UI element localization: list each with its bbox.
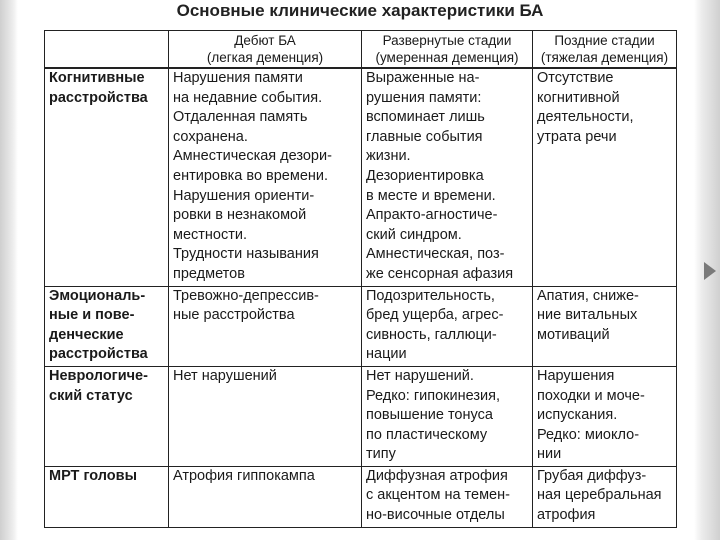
row-header-mri: МРТ головы (45, 466, 169, 527)
table-cell: Нет нарушений (169, 366, 362, 466)
table-cell: Грубая диффуз- ная церебральная атрофия (533, 466, 677, 527)
table-cell: Тревожно-депрессив- ные расстройства (169, 286, 362, 366)
left-frame-gradient (0, 0, 18, 540)
clinical-characteristics-table (44, 30, 677, 528)
column-header-debut: Дебют БА (легкая деменция) (169, 31, 362, 69)
row-header-cognitive: Когнитивные расстройства (45, 68, 169, 286)
table-row (45, 286, 677, 366)
table-row (45, 366, 677, 466)
table-cell: Нет нарушений. Редко: гипокинезия, повышение тонуса по пластическому типу (362, 366, 533, 466)
table-cell: Нарушения походки и моче- испускания. Редко: миокло- нии (533, 366, 677, 466)
row-header-neurological: Неврологиче- ский статус (45, 366, 169, 466)
table-cell: Отсутствие когнитивной деятельности, утрата речи (533, 68, 677, 286)
column-header-late: Поздние стадии (тяжелая деменция) (533, 31, 677, 69)
table-cell: Подозрительность, бред ущерба, агрес- сивность, галлюци- нации (362, 286, 533, 366)
table-cell: Выраженные на- рушения памяти: вспоминает лишь главные события жизни. Дезориентировка в месте и времени. Апракто-агностиче- ский синдром. Амнестическая, поз- же сенсорная афазия (362, 68, 533, 286)
page-title: Основные клинические характеристики БА (176, 1, 544, 20)
column-header-advanced: Развернутые стадии (умеренная деменция) (362, 31, 533, 69)
next-slide-arrow-icon[interactable] (704, 262, 716, 280)
table-cell: Апатия, сниже- ние витальных мотиваций (533, 286, 677, 366)
column-header-empty (45, 31, 169, 69)
table-row (45, 466, 677, 527)
table-cell: Атрофия гиппокампа (169, 466, 362, 527)
row-header-emotional: Эмоциональ- ные и пове- денческие расстройства (45, 286, 169, 366)
table-cell: Нарушения памяти на недавние события. Отдаленная память сохранена. Амнестическая дезори- ентировка во времени. Нарушения ориенти- ровки в незнакомой местности. Трудности называния предметов (169, 68, 362, 286)
table-header-row (45, 31, 677, 69)
table-cell: Диффузная атрофия с акцентом на темен- но-височные отделы (362, 466, 533, 527)
table-row (45, 68, 677, 286)
